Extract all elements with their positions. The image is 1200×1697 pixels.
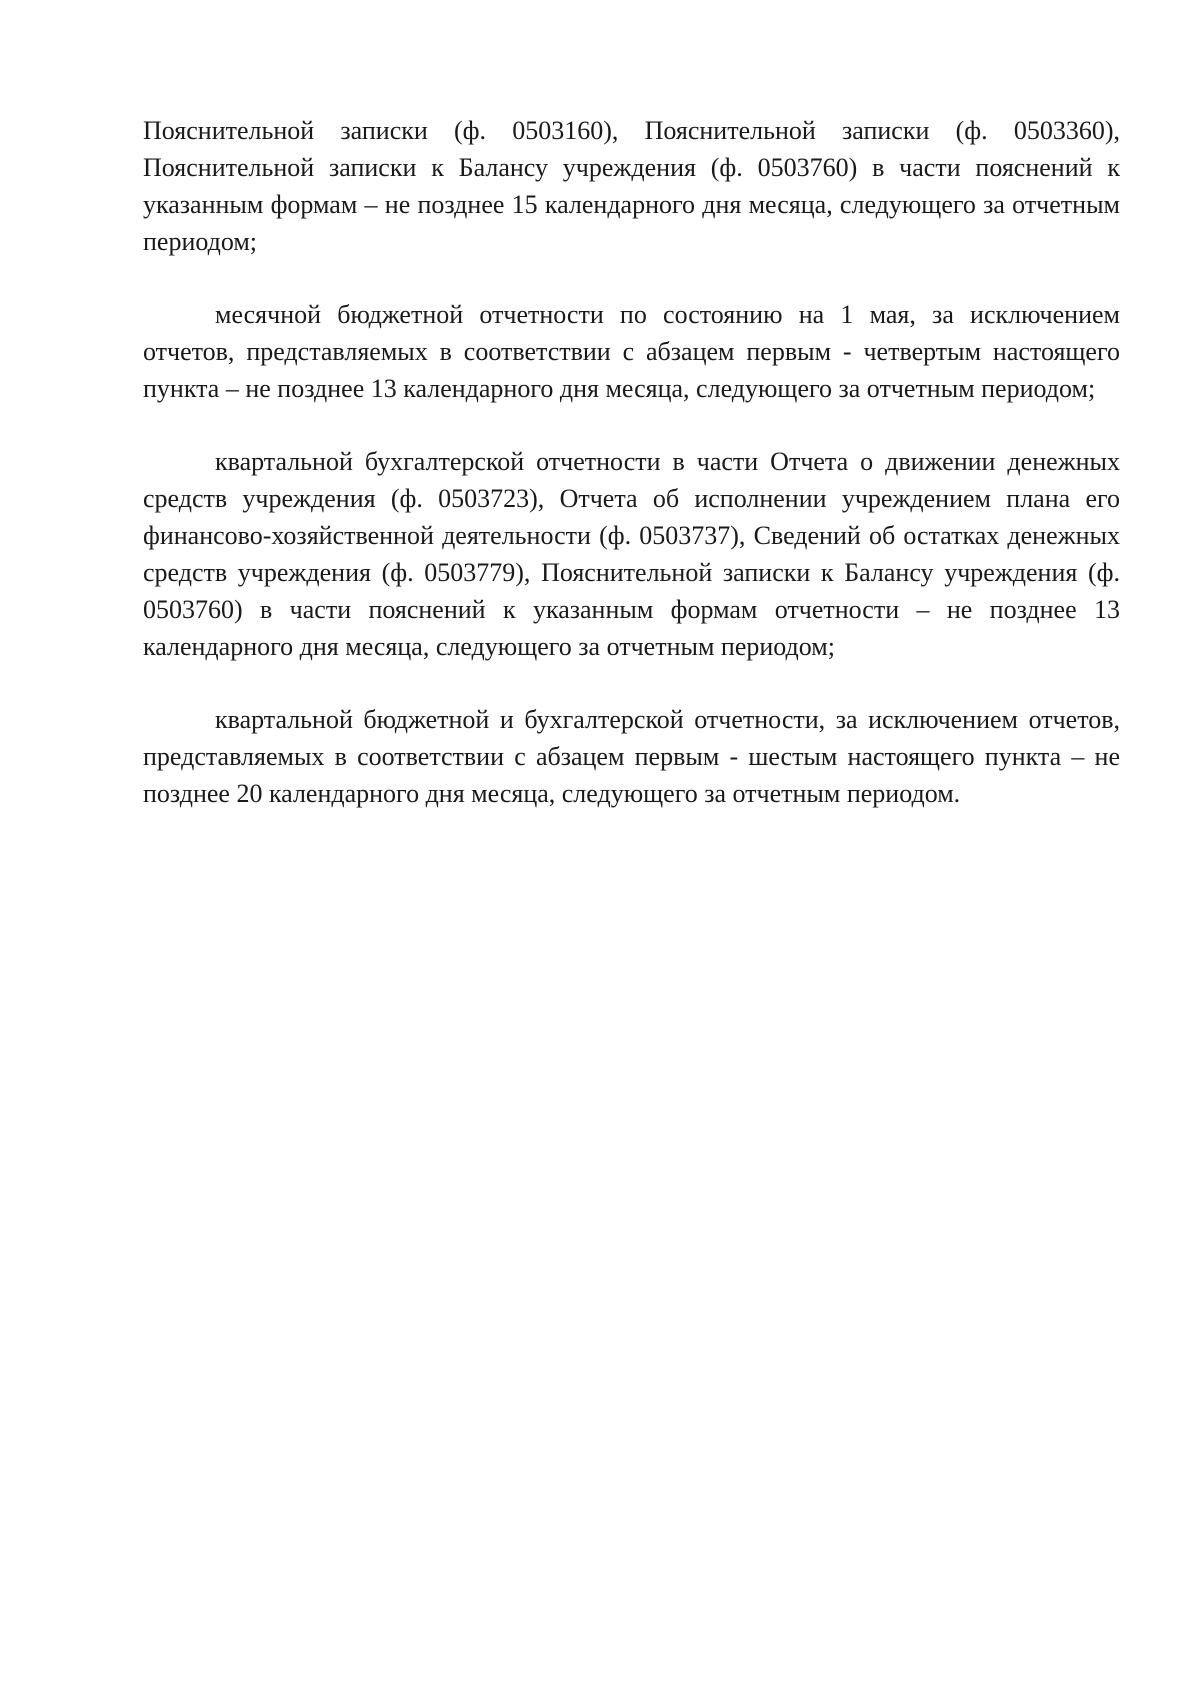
paragraph-monthly-reporting: месячной бюджетной отчетности по состоянию на 1 мая, за исключением отчетов, представляемых в соответствии с абзацем первым - четвертым настоящего пункта – не позднее 13 календарного дня месяца, следующего за отчетным периодом;	[143, 300, 1120, 403]
document-body	[143, 112, 1120, 812]
paragraph-continuation: Пояснительной записки (ф. 0503160), Пояснительной записки (ф. 0503360), Пояснительной записки к Балансу учреждения (ф. 0503760) в части пояснений к указанным формам – не позднее 15 календарного дня месяца, следующего за отчетным периодом;	[143, 116, 1120, 256]
paragraph-quarterly-budget: квартальной бюджетной и бухгалтерской отчетности, за исключением отчетов, представляемых в соответствии с абзацем первым - шестым настоящего пункта – не позднее 20 календарного дня месяца, следующего за отчетным периодом.	[143, 705, 1120, 808]
paragraph-quarterly-accounting: квартальной бухгалтерской отчетности в части Отчета о движении денежных средств учреждения (ф. 0503723), Отчета об исполнении учреждением плана его финансово-хозяйственной деятельности (ф. 0503737), Сведений об остатках денежных средств учреждения (ф. 0503779), Пояснительной записки к Балансу учреждения (ф. 0503760) в части пояснений к указанным формам отчетности – не позднее 13 календарного дня месяца, следующего за отчетным периодом;	[143, 447, 1120, 661]
